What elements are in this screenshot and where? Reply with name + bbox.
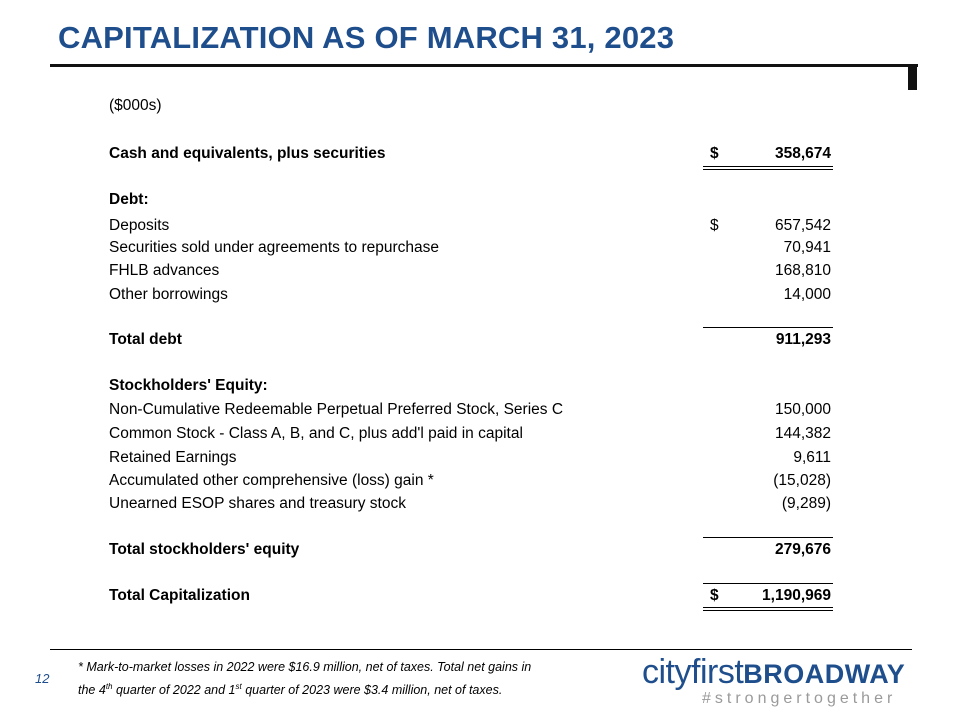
debt-total-rule	[703, 327, 833, 328]
common-stock-label: Common Stock - Class A, B, and C, plus add'l paid in capital	[109, 425, 523, 442]
cash-currency: $	[710, 145, 719, 162]
footnote	[78, 658, 638, 700]
retained-earnings-value: 9,611	[793, 449, 831, 466]
esop-value: (9,289)	[781, 495, 831, 512]
cash-value: 358,674	[774, 145, 831, 162]
total-cap-rule	[703, 583, 833, 584]
total-cap-label: Total Capitalization	[109, 587, 250, 604]
total-cap-underline-2	[703, 610, 833, 611]
debt-heading: Debt:	[109, 191, 149, 208]
retained-earnings-label: Retained Earnings	[109, 449, 237, 466]
other-borrowings-value: 14,000	[783, 286, 831, 303]
footer-rule	[50, 649, 912, 650]
aoci-label: Accumulated other comprehensive (loss) gain *	[109, 472, 434, 489]
title-rule-tab	[908, 64, 917, 90]
total-cap-row	[109, 585, 833, 607]
preferred-stock-label: Non-Cumulative Redeemable Perpetual Preferred Stock, Series C	[109, 401, 564, 418]
equity-heading: Stockholders' Equity:	[109, 377, 268, 394]
units-label: ($000s)	[109, 97, 162, 114]
debt-heading-row	[109, 189, 833, 211]
total-debt-row	[109, 329, 833, 351]
common-stock-value: 144,382	[774, 425, 831, 442]
table-row	[109, 447, 833, 469]
cash-underline-2	[703, 169, 833, 170]
total-equity-label: Total stockholders' equity	[109, 541, 300, 558]
logo-tagline: #strongertogether	[702, 690, 897, 707]
company-logo	[642, 652, 912, 712]
footnote-line-2: the 4th quarter of 2022 and 1st quarter of 2023 were $3.4 million, net of taxes.	[78, 682, 503, 698]
table-row	[109, 237, 833, 259]
title-rule	[50, 64, 918, 67]
aoci-value: (15,028)	[773, 472, 831, 489]
table-row	[109, 470, 833, 492]
deposits-value: 657,542	[774, 217, 831, 234]
total-equity-row	[109, 539, 833, 561]
esop-label: Unearned ESOP shares and treasury stock	[109, 495, 406, 512]
total-equity-value: 279,676	[774, 541, 831, 558]
fhlb-label: FHLB advances	[109, 262, 220, 279]
table-row	[109, 423, 833, 445]
total-debt-value: 911,293	[775, 331, 831, 348]
page-number: 12	[35, 671, 50, 686]
total-cap-value: 1,190,969	[762, 587, 831, 604]
table-row	[109, 260, 833, 282]
logo-city-text: cityfirst	[642, 653, 744, 691]
total-cap-underline-1	[703, 607, 833, 608]
repurchase-value: 70,941	[783, 239, 831, 256]
table-row	[109, 399, 833, 421]
table-row	[109, 284, 833, 306]
total-cap-currency: $	[710, 587, 719, 604]
deposits-label: Deposits	[109, 217, 170, 234]
logo-broadway-text: BROADWAY	[743, 659, 906, 689]
repurchase-label: Securities sold under agreements to repurchase	[109, 239, 439, 256]
fhlb-value: 168,810	[774, 262, 831, 279]
footnote-line-1: * Mark-to-market losses in 2022 were $16.9 million, net of taxes. Total net gains in	[78, 660, 532, 674]
preferred-stock-value: 150,000	[774, 401, 831, 418]
equity-total-rule	[703, 537, 833, 538]
cash-underline-1	[703, 166, 833, 167]
table-row	[109, 493, 833, 515]
other-borrowings-label: Other borrowings	[109, 286, 228, 303]
total-debt-label: Total debt	[109, 331, 182, 348]
table-row	[109, 215, 833, 237]
equity-heading-row	[109, 375, 833, 397]
deposits-currency: $	[710, 217, 719, 234]
page-title: CAPITALIZATION AS OF MARCH 31, 2023	[58, 20, 675, 55]
cash-row	[109, 143, 833, 165]
cash-label: Cash and equivalents, plus securities	[109, 145, 386, 162]
